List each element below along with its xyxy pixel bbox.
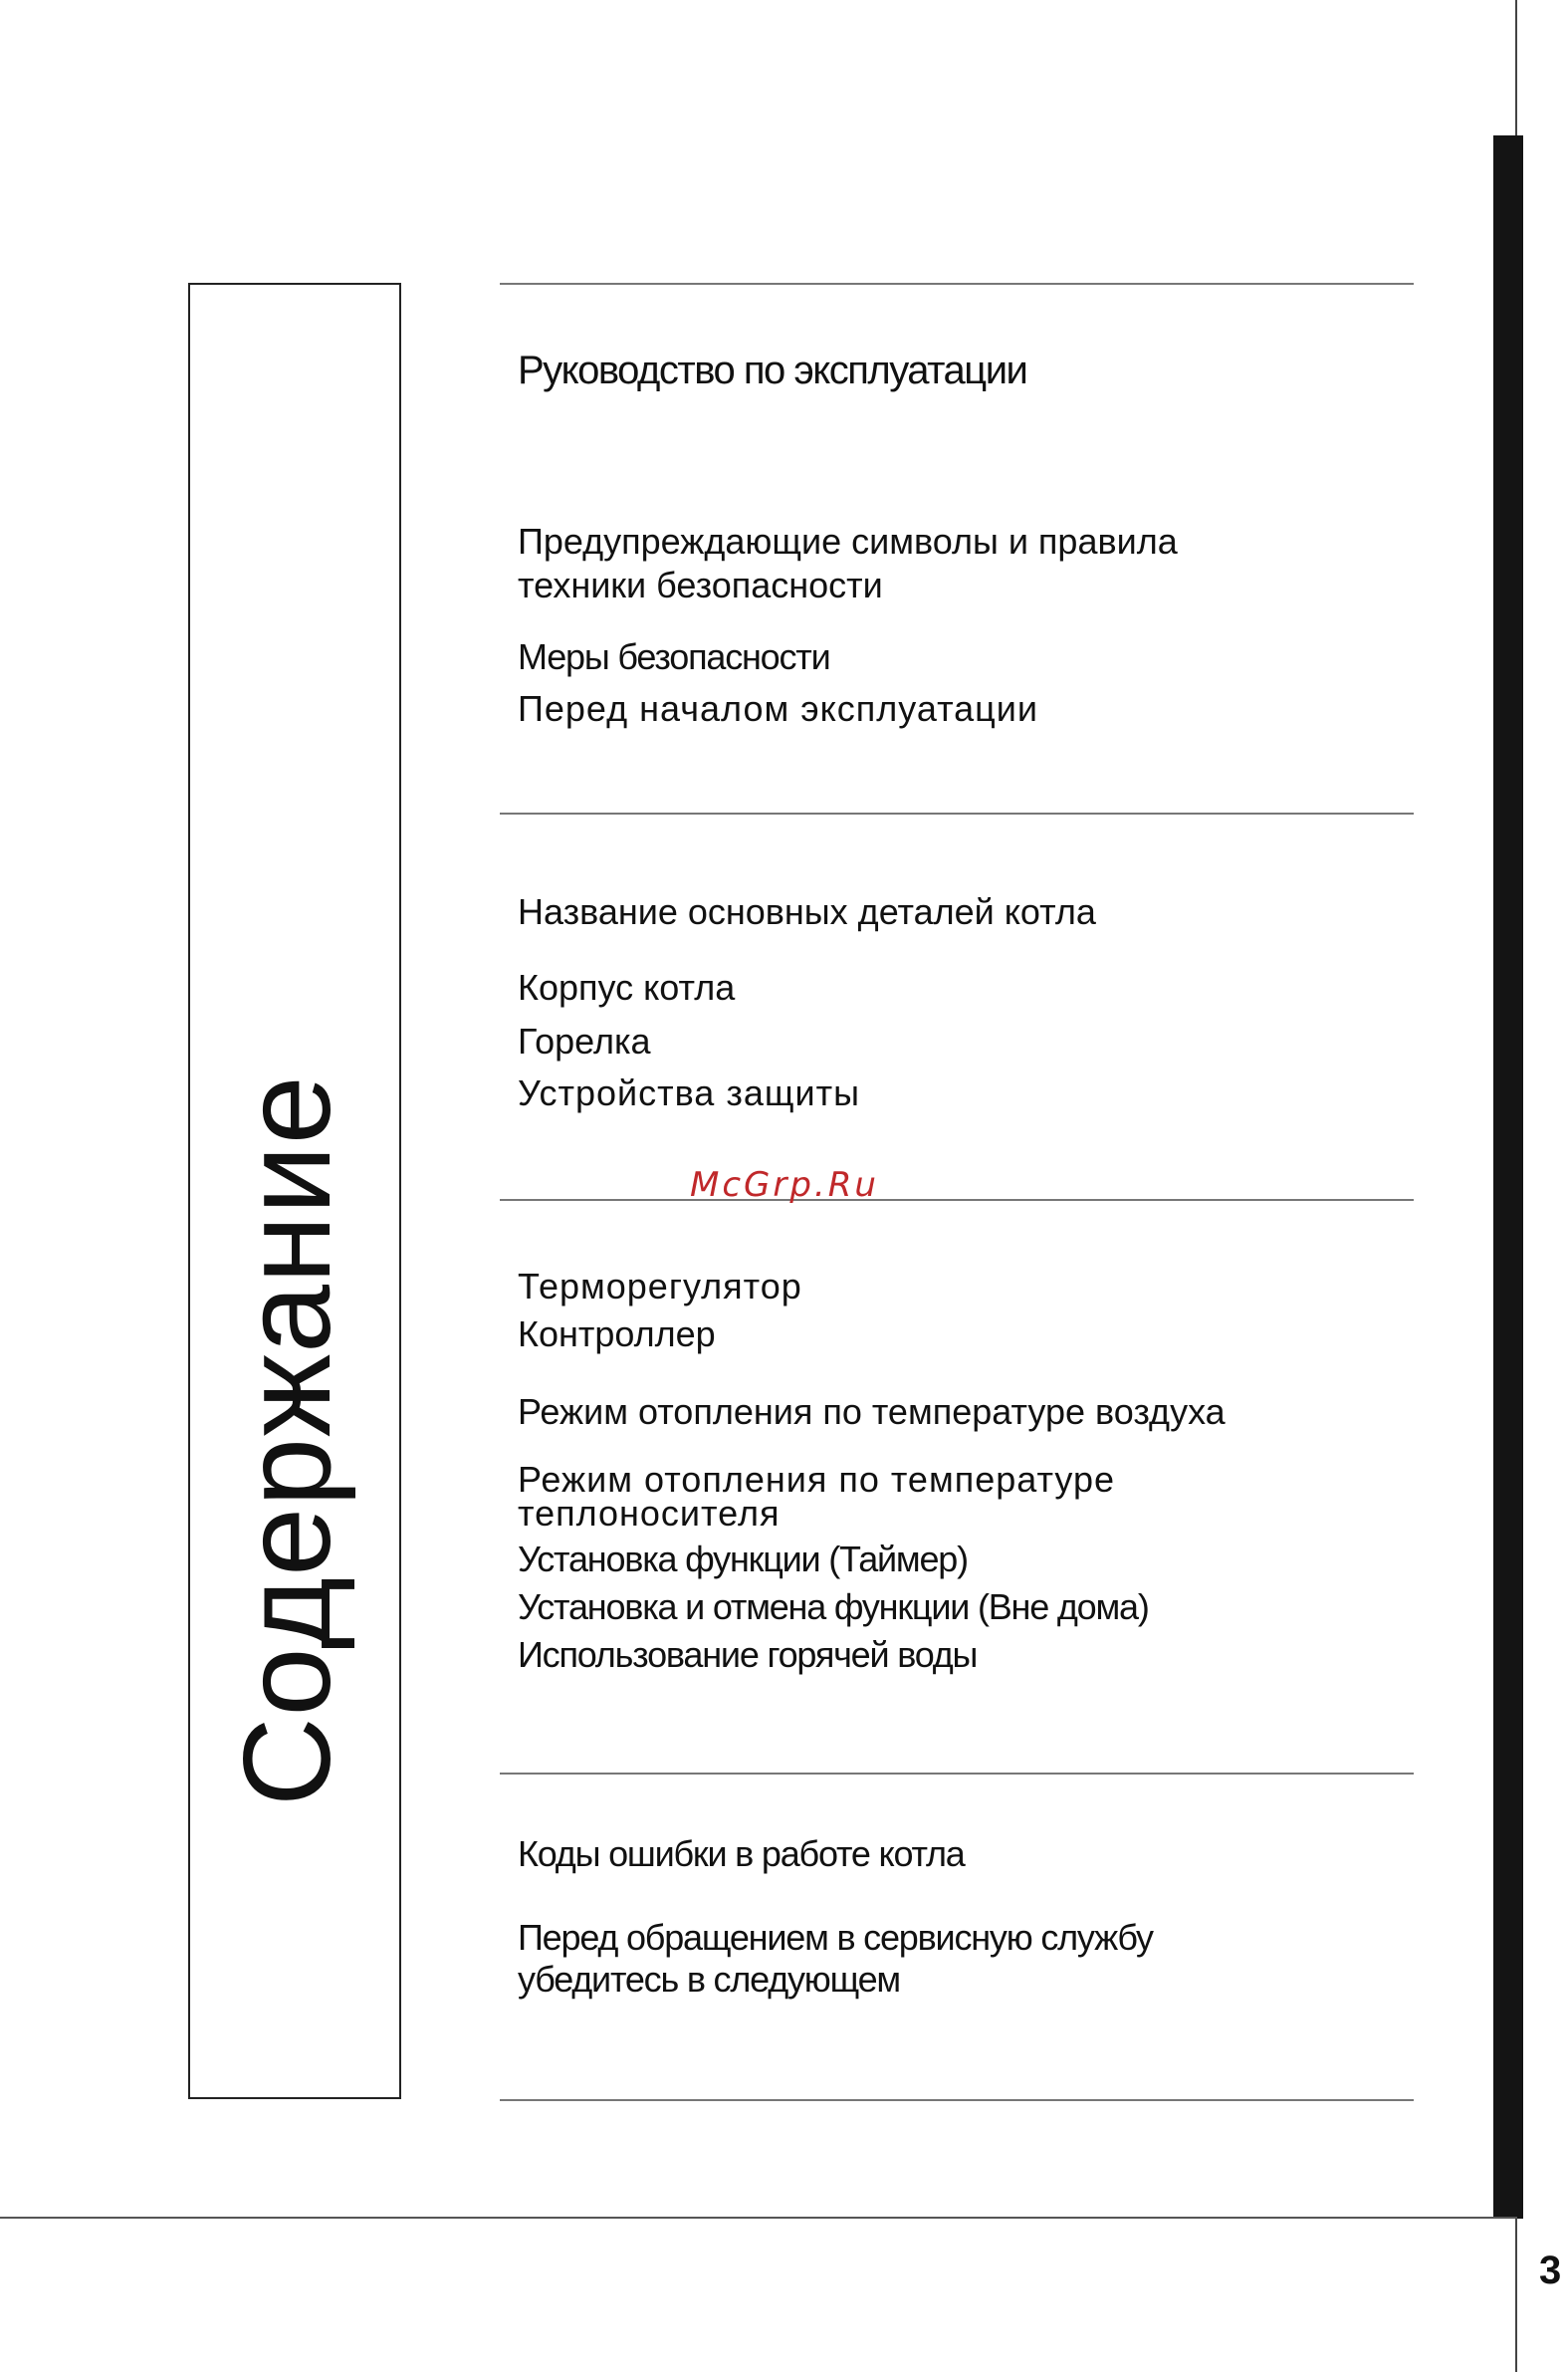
- toc-entry[interactable]: Терморегулятор: [518, 1266, 802, 1306]
- toc-entry[interactable]: теплоносителя: [518, 1493, 781, 1534]
- toc-entry[interactable]: Режим отопления по температуре воздуха: [518, 1391, 1226, 1432]
- toc-entry[interactable]: убедитесь в следующем: [518, 1959, 900, 2000]
- section-rule: [500, 813, 1414, 815]
- right-edge-bar: [1493, 135, 1523, 2219]
- toc-entry[interactable]: техники безопасности: [518, 565, 883, 605]
- section-rule: [500, 2099, 1414, 2101]
- toc-entry[interactable]: Использование горячей воды: [518, 1634, 978, 1675]
- toc-entry[interactable]: Горелка: [518, 1021, 651, 1062]
- toc-entry[interactable]: Устройства защиты: [518, 1072, 860, 1113]
- toc-entry[interactable]: Перед началом эксплуатации: [518, 688, 1039, 729]
- toc-entry[interactable]: Коды ошибки в работе котла: [518, 1833, 965, 1874]
- toc-entry[interactable]: Режим отопления по температуре: [518, 1459, 1116, 1500]
- contents-title-box: [188, 283, 401, 2099]
- toc-entry[interactable]: Контроллер: [518, 1313, 716, 1354]
- section-rule: [500, 1199, 1414, 1201]
- toc-entry[interactable]: Установка и отмена функции (Вне дома): [518, 1586, 1149, 1627]
- contents-title: Содержание: [219, 1074, 356, 1806]
- toc-entry[interactable]: Предупреждающие символы и правила: [518, 521, 1178, 562]
- toc-entry[interactable]: Корпус котла: [518, 967, 736, 1008]
- watermark: McGrp.Ru: [690, 1165, 879, 1205]
- section-rule: [500, 283, 1414, 285]
- page-number: 3: [1539, 2249, 1562, 2292]
- toc-entry[interactable]: Название основных деталей котла: [518, 891, 1096, 932]
- section-rule: [500, 1773, 1414, 1775]
- footer-rule: [0, 2217, 1517, 2219]
- toc-entry[interactable]: Перед обращением в сервисную службу: [518, 1917, 1153, 1958]
- toc-entry[interactable]: Руководство по эксплуатации: [518, 349, 1027, 392]
- toc-entry[interactable]: Меры безопасности: [518, 636, 830, 677]
- toc-entry[interactable]: Установка функции (Таймер): [518, 1539, 968, 1579]
